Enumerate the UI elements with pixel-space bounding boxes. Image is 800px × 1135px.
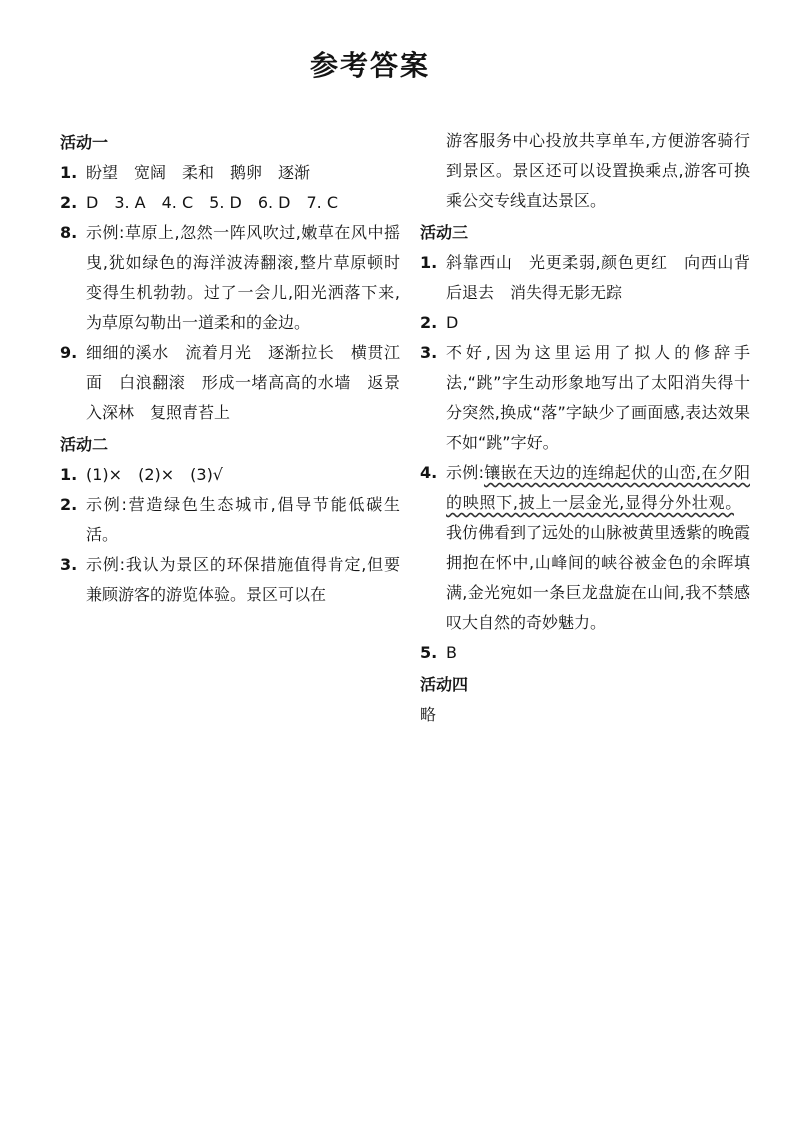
answer-text: B xyxy=(446,643,457,662)
answer-number: 8. xyxy=(60,223,78,242)
answer-text: 不好,因为这里运用了拟人的修辞手法,“跳”字生动形象地写出了太阳消失得十分突然,换成“落”字缺少了画面感,表达效果不如“跳”字好。 xyxy=(446,343,750,452)
activity-3-answer-3 xyxy=(420,338,750,458)
answer-text: 盼望 宽阔 柔和 鹅卵 逐渐 xyxy=(86,163,311,182)
activity-3-answer-4 xyxy=(420,458,750,638)
answer-text: D 3. A 4. C 5. D 6. D 7. C xyxy=(86,193,339,212)
answer-number: 2. xyxy=(60,495,78,514)
activity-1-answer-1 xyxy=(60,158,400,188)
answer-text: 示例:我认为景区的环保措施值得肯定,但要兼顾游客的游览体验。景区可以在 xyxy=(86,555,400,604)
activity-4-heading: 活动四 xyxy=(420,675,469,694)
answer-text: 示例:营造绿色生态城市,倡导节能低碳生活。 xyxy=(86,495,400,544)
answer-number: 1. xyxy=(420,253,438,272)
answer-text: 细细的溪水 流着月光 逐渐拉长 横贯江面 白浪翻滚 形成一堵高高的水墙 返景入深林 复照青苔上 xyxy=(86,343,400,422)
answer-number: 4. xyxy=(420,463,438,482)
answer-number: 5. xyxy=(420,643,438,662)
left-column xyxy=(60,126,400,610)
answer-number: 1. xyxy=(60,163,78,182)
activity-2-answer-1 xyxy=(60,460,400,490)
activity-2-answer-3-continued xyxy=(420,126,750,216)
answer-text: 示例:草原上,忽然一阵风吹过,嫩草在风中摇曳,犹如绿色的海洋波涛翻滚,整片草原顿时变得生机勃勃。过了一会儿,阳光洒落下来,为草原勾勒出一道柔和的金边。 xyxy=(86,223,400,332)
wavy-underlined-sentence: 镶嵌在天边的连绵起伏的山峦,在夕阳的映照下,披上一层金光,显得分外壮观。 xyxy=(446,463,750,512)
activity-1-heading: 活动一 xyxy=(60,133,109,152)
activity-2-answer-3 xyxy=(60,550,400,610)
answer-number: 3. xyxy=(420,343,438,362)
activity-1-answer-9 xyxy=(60,338,400,428)
right-column xyxy=(420,126,750,730)
answer-number: 3. xyxy=(60,555,78,574)
answer-text: (1)× (2)× (3)√ xyxy=(86,465,224,484)
activity-3-answer-2 xyxy=(420,308,750,338)
answer-number: 2. xyxy=(60,193,78,212)
activity-1-answer-8 xyxy=(60,218,400,338)
activity-2-heading: 活动二 xyxy=(60,435,109,454)
page-title: 参考答案 xyxy=(309,49,430,82)
activity-1-answer-2 xyxy=(60,188,400,218)
answer-text: 我仿佛看到了远处的山脉被黄里透紫的晚霞拥抱在怀中,山峰间的峡谷被金色的余晖填满,金光宛如一条巨龙盘旋在山间,我不禁感叹大自然的奇妙魅力。 xyxy=(446,493,751,632)
answer-number: 1. xyxy=(60,465,78,484)
answer-number: 2. xyxy=(420,313,438,332)
activity-3-answer-5 xyxy=(420,638,750,668)
activity-3-heading: 活动三 xyxy=(420,223,469,242)
answer-text: D xyxy=(446,313,459,332)
activity-4-answer: 略 xyxy=(420,705,437,724)
answer-prefix: 示例: xyxy=(446,463,484,482)
activity-2-answer-2 xyxy=(60,490,400,550)
activity-3-answer-1 xyxy=(420,248,750,308)
answer-text: 斜靠西山 光更柔弱,颜色更红 向西山背后退去 消失得无影无踪 xyxy=(446,253,750,302)
answer-number: 9. xyxy=(60,343,78,362)
answer-text: 游客服务中心投放共享单车,方便游客骑行到景区。景区还可以设置换乘点,游客可换乘公交专线直达景区。 xyxy=(446,131,750,210)
